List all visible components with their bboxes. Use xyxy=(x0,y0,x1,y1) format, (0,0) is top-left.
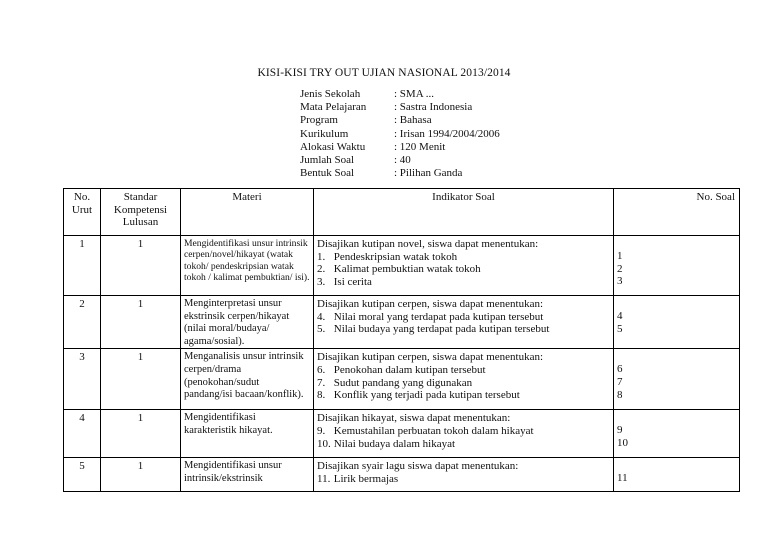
indikator-item: 4. Nilai moral yang terdapat pada kutipan tersebut xyxy=(317,310,544,323)
row-materi: Mengidentifikasi unsur intrinsik cerpen/novel/hikayat (watak tokoh/ pendeskripsian watak tokoh / kalimat pembuktian/ isi). xyxy=(181,236,314,296)
table-row xyxy=(64,458,740,492)
table-row xyxy=(64,349,740,410)
row-no-soal: 4 5 xyxy=(614,296,740,349)
meta-row: Program : Bahasa xyxy=(300,114,432,127)
row-no-soal: 11 xyxy=(614,458,740,492)
row-skl: 1 xyxy=(101,458,181,492)
row-no: 4 xyxy=(64,410,101,458)
row-no: 5 xyxy=(64,458,101,492)
row-no-soal: 1 2 3 xyxy=(614,236,740,296)
indikator-item: 10. Nilai budaya dalam hikayat xyxy=(317,437,456,450)
document-meta xyxy=(300,88,500,180)
header-no-soal: No. Soal xyxy=(614,189,740,236)
row-skl: 1 xyxy=(101,236,181,296)
header-no-urut: No. Urut xyxy=(64,189,101,236)
row-indikator xyxy=(314,296,614,349)
meta-row: Bentuk Soal : Pilihan Ganda xyxy=(300,167,463,180)
indikator-item: 9. Kemustahilan perbuatan tokoh dalam hikayat xyxy=(317,424,534,437)
meta-row: Kurikulum : Irisan 1994/2004/2006 xyxy=(300,127,500,140)
meta-row: Jumlah Soal : 40 xyxy=(300,153,411,166)
header-materi: Materi xyxy=(181,189,314,236)
row-no: 3 xyxy=(64,349,101,410)
table-row xyxy=(64,296,740,349)
row-indikator xyxy=(314,349,614,410)
table-row xyxy=(64,410,740,458)
document-title: KISI-KISI TRY OUT UJIAN NASIONAL 2013/2014 xyxy=(257,67,511,79)
header-indikator: Indikator Soal xyxy=(314,189,614,236)
indikator-intro: Disajikan hikayat, siswa dapat menentukan: xyxy=(317,412,511,425)
table-header-row xyxy=(64,189,740,236)
indikator-intro: Disajikan kutipan cerpen, siswa dapat menentukan: xyxy=(317,298,544,310)
indikator-item: 8. Konflik yang terjadi pada kutipan tersebut xyxy=(317,389,520,402)
indikator-intro: Disajikan syair lagu siswa dapat menentukan: xyxy=(317,460,519,473)
row-no-soal: 6 7 8 xyxy=(614,349,740,410)
indikator-item: 7. Sudut pandang yang digunakan xyxy=(317,376,473,389)
indikator-intro: Disajikan kutipan novel, siswa dapat menentukan: xyxy=(317,238,539,250)
row-skl: 1 xyxy=(101,349,181,410)
meta-row: Alokasi Waktu : 120 Menit xyxy=(300,140,446,153)
indikator-item: 2. Kalimat pembuktian watak tokoh xyxy=(317,263,481,276)
indikator-item: 1. Pendeskripsian watak tokoh xyxy=(317,250,458,263)
header-standar-kompetensi: Standar Kompetensi Lulusan xyxy=(101,189,181,236)
row-indikator xyxy=(314,458,614,492)
indikator-item: 3. Isi cerita xyxy=(317,275,372,288)
indikator-item: 11. Lirik bermajas xyxy=(317,472,399,485)
indikator-item: 6. Penokohan dalam kutipan tersebut xyxy=(317,363,486,376)
indikator-item: 5. Nilai budaya yang terdapat pada kutipan tersebut xyxy=(317,323,550,336)
meta-row: Mata Pelajaran : Sastra Indonesia xyxy=(300,101,473,114)
row-no: 1 xyxy=(64,236,101,296)
row-materi: Menganalisis unsur intrinsik cerpen/drama (penokohan/sudut pandang/isi bacaan/konflik). xyxy=(181,349,314,410)
row-skl: 1 xyxy=(101,410,181,458)
table-row xyxy=(64,236,740,296)
row-materi: Mengidentifikasi unsur intrinsik/ekstrinsik xyxy=(181,458,314,492)
row-materi: Mengidentifikasi karakteristik hikayat. xyxy=(181,410,314,458)
meta-row: Jenis Sekolah : SMA ... xyxy=(300,88,435,100)
row-skl: 1 xyxy=(101,296,181,349)
row-materi: Menginterpretasi unsur ekstrinsik cerpen/hikayat (nilai moral/budaya/ agama/sosial). xyxy=(181,296,314,349)
row-no: 2 xyxy=(64,296,101,349)
indikator-intro: Disajikan kutipan cerpen, siswa dapat menentukan: xyxy=(317,351,544,364)
row-no-soal: 9 10 xyxy=(614,410,740,458)
row-indikator xyxy=(314,236,614,296)
kisi-kisi-table xyxy=(63,188,740,492)
row-indikator xyxy=(314,410,614,458)
